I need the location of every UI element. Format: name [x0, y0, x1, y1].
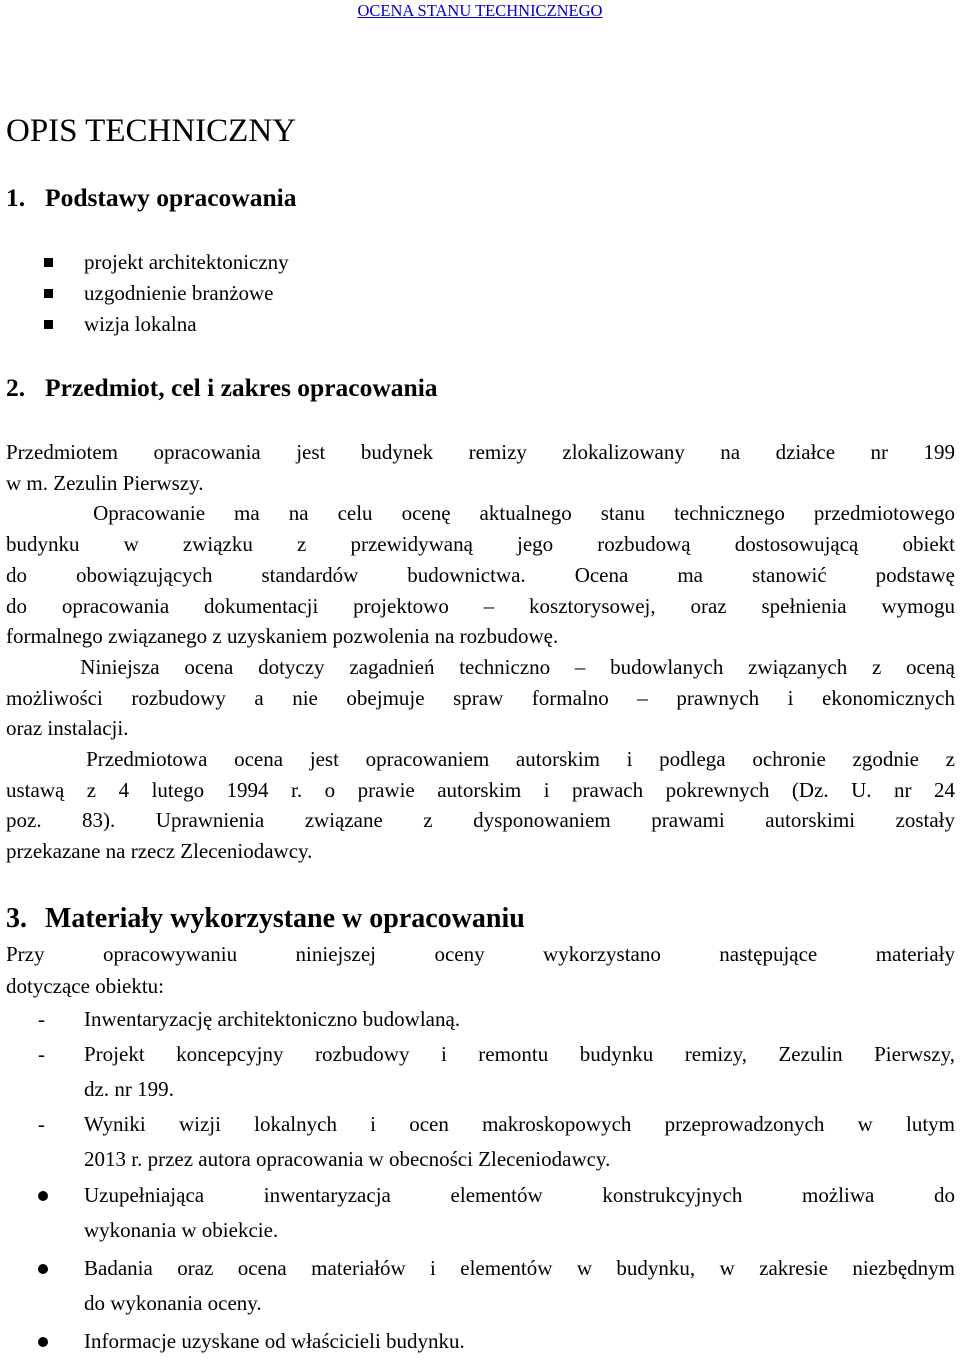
- page-title: OPIS TECHNICZNY: [6, 113, 296, 149]
- materials-item: [0, 1107, 955, 1177]
- section-2-body: [6, 437, 955, 867]
- materials-bullet-list: [0, 1178, 955, 1359]
- square-bullet-icon: [44, 289, 53, 298]
- section-2-number: 2.: [6, 373, 26, 402]
- body-line: oraz instalacji.: [6, 716, 129, 741]
- body-line: do obowiązujących standardów budownictwa. Ocena ma stanowić podstawę: [6, 562, 955, 587]
- item-line: do wykonania oceny.: [84, 1291, 262, 1315]
- section-2-heading: [6, 372, 438, 404]
- body-line: możliwości rozbudowy a nie obejmuje spraw formalno – prawnych i ekonomicznych: [6, 685, 955, 710]
- header-link[interactable]: OCENA STANU TECHNICZNEGO: [357, 1, 603, 20]
- body-line: Przedmiotem opracowania jest budynek remizy zlokalizowany na działce nr 199: [6, 440, 955, 464]
- basis-item-text: projekt architektoniczny: [84, 250, 289, 274]
- body-line: do opracowania dokumentacji projektowo – kosztorysowej, oraz spełnienia wymogu: [6, 593, 955, 618]
- item-line: 2013 r. przez autora opracowania w obecności Zleceniodawcy.: [84, 1147, 611, 1171]
- basis-list: [0, 247, 289, 340]
- item-line: Projekt koncepcyjny rozbudowy i remontu budynku remizy, Zezulin Pierwszy,: [84, 1042, 955, 1066]
- body-line: ustawą z 4 lutego 1994 r. o prawie autorskim i prawach pokrewnych (Dz. U. nr 24: [6, 777, 955, 802]
- materials-item: [0, 1178, 955, 1248]
- intro-line: dotyczące obiektu:: [6, 974, 165, 998]
- item-line: Uzupełniająca inwentaryzacja elementów konstrukcyjnych możliwa do: [84, 1183, 955, 1207]
- section-3-number: 3.: [6, 903, 27, 934]
- body-line: budynku w związku z przewidywaną jego rozbudową dostosowującą obiekt: [6, 532, 955, 557]
- section-3-heading: [6, 903, 525, 935]
- basis-list-item: [0, 247, 289, 278]
- basis-item-text: uzgodnienie branżowe: [84, 281, 274, 305]
- materials-item: [0, 1251, 955, 1321]
- body-line: w m. Zezulin Pierwszy.: [6, 470, 204, 495]
- basis-item-text: wizja lokalna: [84, 312, 197, 336]
- basis-list-item: [0, 278, 289, 309]
- materials-item: [0, 1324, 955, 1359]
- dash-marker: -: [38, 1007, 45, 1031]
- body-line: formalnego związanego z uzyskaniem pozwolenia na rozbudowę.: [6, 624, 559, 649]
- round-bullet-icon: [38, 1264, 48, 1274]
- section-1-number: 1.: [6, 183, 26, 212]
- item-line: Wyniki wizji lokalnych i ocen makroskopowych przeprowadzonych w lutym: [84, 1112, 955, 1136]
- materials-item: [0, 1037, 955, 1107]
- materials-item: [0, 1002, 955, 1037]
- intro-line: Przy opracowywaniu niniejszej oceny wykorzystano następujące materiały: [6, 942, 955, 966]
- section-2-title: Przedmiot, cel i zakres opracowania: [45, 373, 438, 402]
- body-line: przekazane na rzecz Zleceniodawcy.: [6, 839, 313, 864]
- section-3-intro: [6, 938, 955, 1002]
- item-line: Badania oraz ocena materiałów i elementów w budynku, w zakresie niezbędnym: [84, 1256, 955, 1280]
- item-line: Inwentaryzację architektoniczno budowlaną.: [84, 1007, 461, 1031]
- dash-marker: -: [38, 1112, 45, 1136]
- round-bullet-icon: [38, 1191, 48, 1201]
- dash-marker: -: [38, 1042, 45, 1066]
- section-1-title: Podstawy opracowania: [45, 183, 297, 212]
- body-line: Opracowanie ma na celu ocenę aktualnego stanu technicznego przedmiotowego: [6, 501, 955, 526]
- item-line: wykonania w obiekcie.: [84, 1218, 279, 1242]
- item-line: Informacje uzyskane od właścicieli budynku.: [84, 1329, 465, 1353]
- round-bullet-icon: [38, 1337, 48, 1347]
- basis-list-item: [0, 309, 289, 340]
- body-line: poz. 83). Uprawnienia związane z dysponowaniem prawami autorskimi zostały: [6, 808, 955, 833]
- body-line: Niniejsza ocena dotyczy zagadnień techniczno – budowlanych związanych z oceną: [6, 654, 955, 679]
- item-line: dz. nr 199.: [84, 1077, 174, 1101]
- section-3-title: Materiały wykorzystane w opracowaniu: [45, 903, 525, 934]
- square-bullet-icon: [44, 258, 53, 267]
- body-line: Przedmiotowa ocena jest opracowaniem autorskim i podlega ochronie zgodnie z: [6, 747, 955, 772]
- square-bullet-icon: [44, 320, 53, 329]
- section-1-heading: [6, 182, 296, 214]
- materials-dash-list: [0, 1002, 955, 1177]
